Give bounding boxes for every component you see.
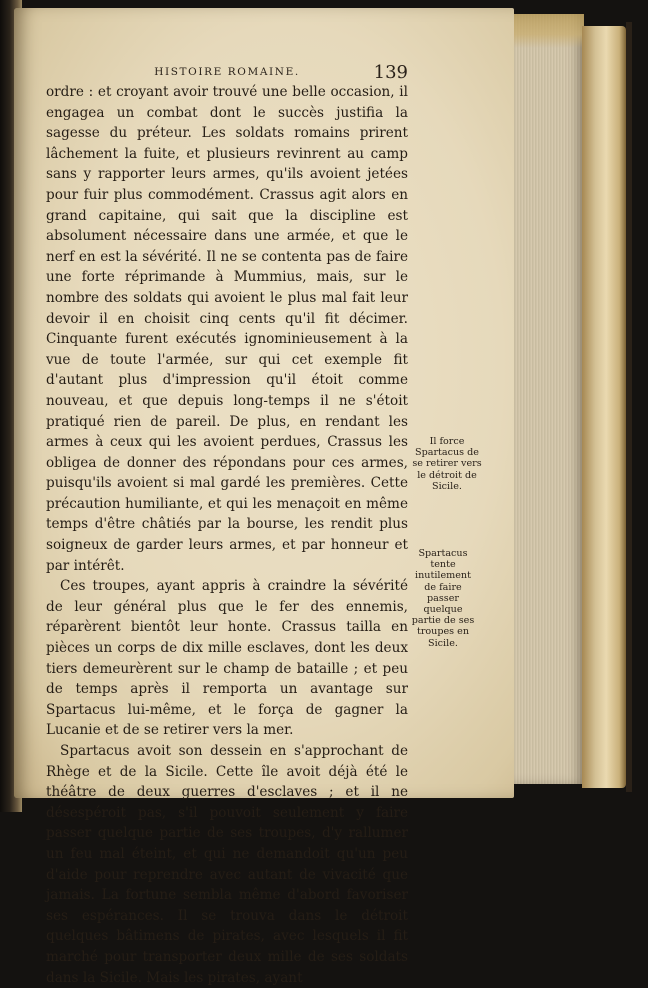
page-header [46, 62, 408, 84]
book-cover-board [582, 26, 626, 788]
book-cover-edge [626, 22, 632, 792]
page-edges [508, 14, 584, 784]
paragraph-1: ordre : et croyant avoir trouvé une belle occasion, il engagea un combat dont le succès justifia la sagesse du préteur. Les soldats romains prirent lâchement la fuite, et plusieurs revinrent au camp sans y rapporter leurs armes, qu'ils avoient jetées pour fuir plus commodément. Crassus agit alors en grand capitaine, qui sait que la discipline est absolument nécessaire dans une armée, et que le nerf en est la sévérité. Il ne se contenta pas de faire une forte réprimande à Mummius, mais, sur le nombre des soldats qui avoient le plus mal fait leur devoir il en choisit cinq cents qu'il fit décimer. Cinquante furent exécutés ignominieusement à la vue de toute l'armée, sur qui cet exemple fit d'autant plus d'impression qu'il étoit comme nouveau, et que depuis long-temps il ne s'étoit pratiqué rien de pareil. De plus, en rendant les armes à ceux qui les avoient perdues, Crassus les obligea de donner des répondans pour ces armes, puisqu'ils avoient si mal gardé les premières. Cette précaution humiliante, et qui les menaçoit en même temps d'être châtiés par la bourse, les rendit plus soigneux de garder leurs armes, et par honneur et par intérêt. [46, 84, 408, 574]
page-edges-gilt-top [508, 14, 584, 48]
paragraph-3: Spartacus avoit son dessein en s'approchant de Rhège et de la Sicile. Cette île avoit déjà été le théâtre de deux guerres d'esclaves ; et il ne désespéroit pas, s'il pouvoit seulement y faire passer quelque partie de ses troupes, d'y rallumer un feu mal éteint, et qui ne demandoit qu'un peu d'aide pour reprendre avec autant de vivacité que jamais. La fortune sembla même d'abord favoriser ses espérances. Il se trouva dans le détroit quelques bâtimens de pirates, avec lesquels il fit marché pour transporter deux mille de ses soldats dans la Sicile. Mais les pirates, ayant [46, 743, 408, 986]
page-number: 139 [373, 62, 408, 83]
running-title: HISTOIRE ROMAINE. [154, 66, 300, 78]
margin-note-2: Spartacus tente inutilement de faire passer quelque partie de ses troupes en Sicile. [411, 548, 475, 649]
margin-note-1: Il force Spartacus de se retirer vers le détroit de Sicile. [412, 436, 482, 492]
body-text [46, 82, 408, 988]
paragraph-2: Ces troupes, ayant appris à craindre la sévérité de leur général plus que le fer des ennemis, réparèrent bientôt leur honte. Crassus tailla en pièces un corps de dix mille esclaves, dont les deux tiers demeurèrent sur le champ de bataille ; et peu de temps après il remporta un avantage sur Spartacus lui-même, et le força de gagner la Lucanie et de se retirer vers la mer. [46, 578, 408, 739]
